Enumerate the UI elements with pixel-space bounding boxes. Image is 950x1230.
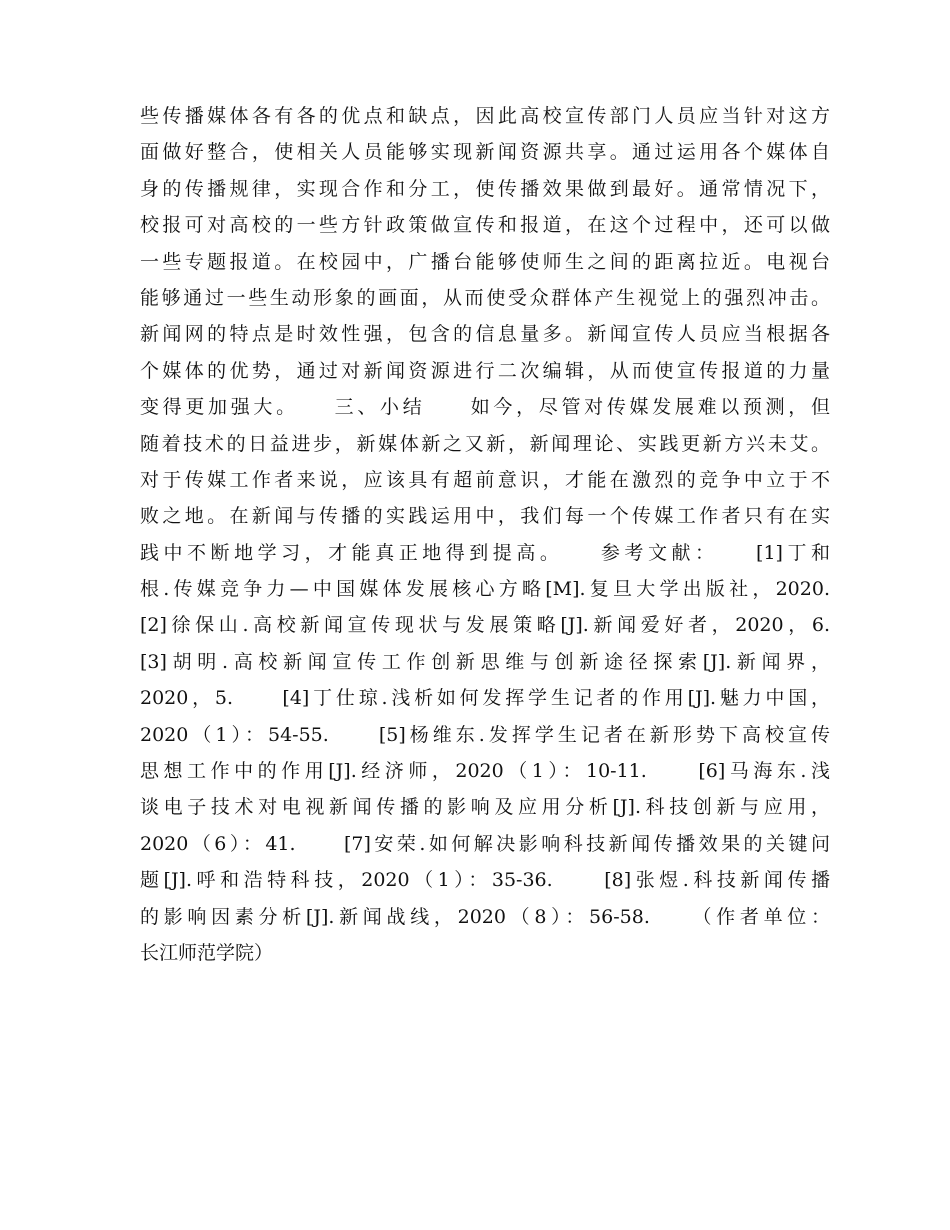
- reference-line: 2020，5. [4]丁仕琼.浅析如何发挥学生记者的作用[J].魅力中国，: [140, 687, 830, 710]
- text-line: 校报可对高校的一些方针政策做宣传和报道，在这个过程中，还可以做: [140, 214, 830, 237]
- text-line: 个媒体的优势，通过对新闻资源进行二次编辑，从而使宣传报道的力量: [140, 359, 830, 382]
- author-affiliation: 长江师范学院）: [140, 941, 274, 964]
- text-line: 变得更加强大。 三、小结 如今，尽管对传媒发展难以预测，但: [140, 396, 830, 419]
- reference-line: 题[J].呼和浩特科技，2020（1）：35-36. [8]张煜.科技新闻传播: [140, 869, 830, 892]
- reference-line: 的影响因素分析[J].新闻战线，2020（8）：56-58. （作者单位：: [140, 905, 830, 928]
- reference-line: 根.传媒竞争力—中国媒体发展核心方略[M].复旦大学出版社，2020.: [140, 578, 830, 601]
- text-line: 随着技术的日益进步，新媒体新之又新，新闻理论、实践更新方兴未艾。: [140, 432, 830, 455]
- text-line: 对于传媒工作者来说，应该具有超前意识，才能在激烈的竞争中立于不: [140, 468, 830, 491]
- reference-line: 思想工作中的作用[J].经济师，2020（1）：10-11. [6]马海东.浅: [140, 760, 830, 783]
- reference-line: [3]胡明.高校新闻宣传工作创新思维与创新途径探索[J].新闻界，: [140, 650, 830, 673]
- reference-line: 谈电子技术对电视新闻传播的影响及应用分析[J].科技创新与应用，: [140, 796, 830, 819]
- text-line: 身的传播规律，实现合作和分工，使传播效果做到最好。通常情况下，: [140, 177, 830, 200]
- text-line: 能够通过一些生动形象的画面，从而使受众群体产生视觉上的强烈冲击。: [140, 286, 830, 309]
- text-line: 新闻网的特点是时效性强，包含的信息量多。新闻宣传人员应当根据各: [140, 323, 830, 346]
- text-line: 面做好整合，使相关人员能够实现新闻资源共享。通过运用各个媒体自: [140, 141, 830, 164]
- reference-line: 2020（6）：41. [7]安荣.如何解决影响科技新闻传播效果的关键问: [140, 832, 830, 855]
- text-line: 一些专题报道。在校园中，广播台能够使师生之间的距离拉近。电视台: [140, 250, 830, 273]
- reference-line: [2]徐保山.高校新闻宣传现状与发展策略[J].新闻爱好者，2020，6.: [140, 614, 830, 637]
- reference-line: 2020（1）：54-55. [5]杨维东.发挥学生记者在新形势下高校宣传: [140, 723, 830, 746]
- text-line: 践中不断地学习，才能真正地得到提高。 参考文献： [1]丁和: [140, 541, 830, 564]
- text-line: 败之地。在新闻与传播的实践运用中，我们每一个传媒工作者只有在实: [140, 505, 830, 528]
- text-line: 些传播媒体各有各的优点和缺点，因此高校宣传部门人员应当针对这方: [140, 105, 830, 127]
- body-text: [140, 98, 830, 971]
